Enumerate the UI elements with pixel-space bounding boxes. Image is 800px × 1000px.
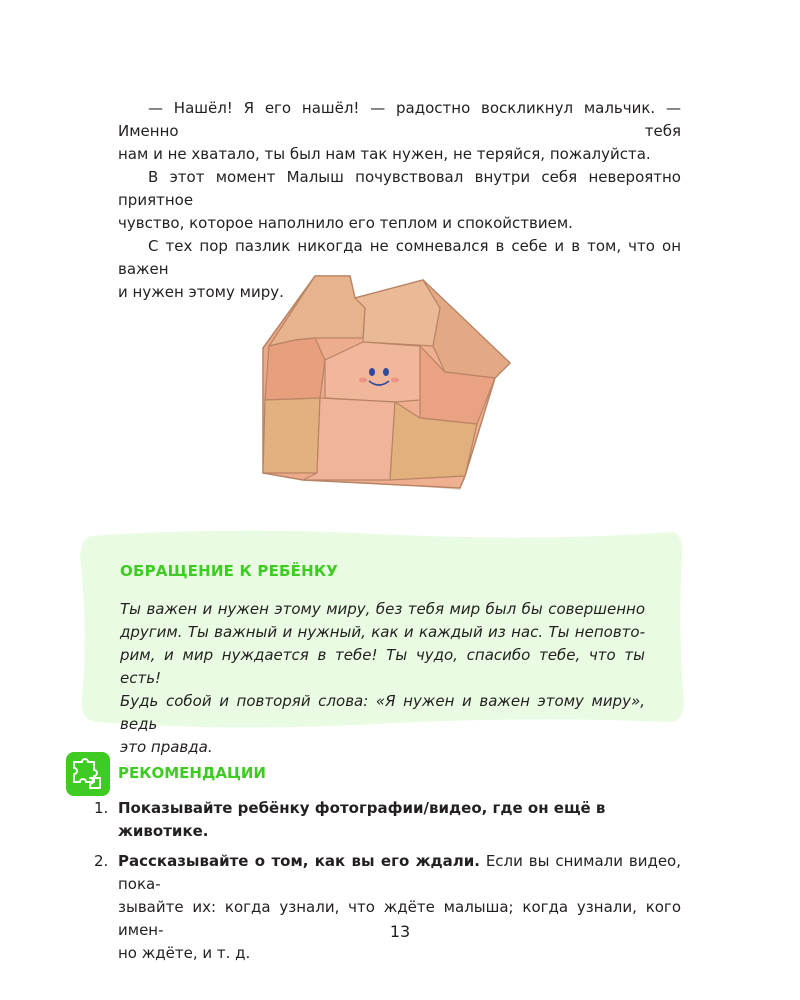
- list-item: [94, 797, 681, 843]
- callout-body: [120, 598, 645, 759]
- story-line: — Нашёл! Я его нашёл! — радостно воскликнул мальчик. — Именно тебя: [118, 99, 681, 140]
- list-number: 2.: [94, 852, 109, 870]
- recommendations-list: [94, 797, 681, 972]
- story-line: В этот момент Малыш почувствовал внутри себя невероятно приятное: [118, 168, 681, 209]
- story-line: С тех пор пазлик никогда не сомневался в себе и в том, что он важен: [118, 237, 681, 278]
- callout-box: [78, 528, 686, 756]
- callout-line: рим, и мир нуждается в тебе! Ты чудо, спасибо тебе, что ты есть!: [120, 646, 645, 687]
- callout-line: другим. Ты важный и нужный, как и каждый из нас. Ты неповто-: [120, 623, 645, 641]
- list-item-line: зывайте их: когда узнали, что ждёте малыша; когда узнали, кого имен-: [118, 898, 681, 939]
- callout-line: Ты важен и нужен этому миру, без тебя мир был бы совершенно: [120, 600, 645, 618]
- page-number: 13: [389, 922, 411, 941]
- face-eye-left: [369, 368, 375, 376]
- recommendations-title: РЕКОМЕНДАЦИИ: [118, 764, 266, 782]
- list-item-text: Если вы снимали видео, пока-: [118, 852, 681, 893]
- face-eye-right: [383, 368, 389, 376]
- story-line: чувство, которое наполнило его теплом и спокойствием.: [118, 214, 573, 232]
- story-line: нам и не хватало, ты был нам так нужен, не теряйся, пожалуйста.: [118, 145, 651, 163]
- callout-title: ОБРАЩЕНИЕ К РЕБЁНКУ: [120, 562, 339, 580]
- callout-line: это правда.: [120, 738, 213, 756]
- list-item-line: [118, 850, 681, 896]
- puzzle-house-illustration: [255, 268, 525, 496]
- list-item: [94, 850, 681, 965]
- list-item-bold: Рассказывайте о том, как вы его ждали.: [118, 852, 480, 870]
- list-item-bold: Показывайте ребёнку фотографии/видео, где он ещё в животике.: [118, 799, 606, 840]
- callout-line: Будь собой и повторяй слова: «Я нужен и важен этому миру», ведь: [120, 692, 645, 733]
- story-line: и нужен этому миру.: [118, 283, 284, 301]
- puzzle-icon: [66, 752, 110, 796]
- list-number: 1.: [94, 799, 109, 817]
- list-item-line: но ждёте, и т. д.: [118, 944, 251, 962]
